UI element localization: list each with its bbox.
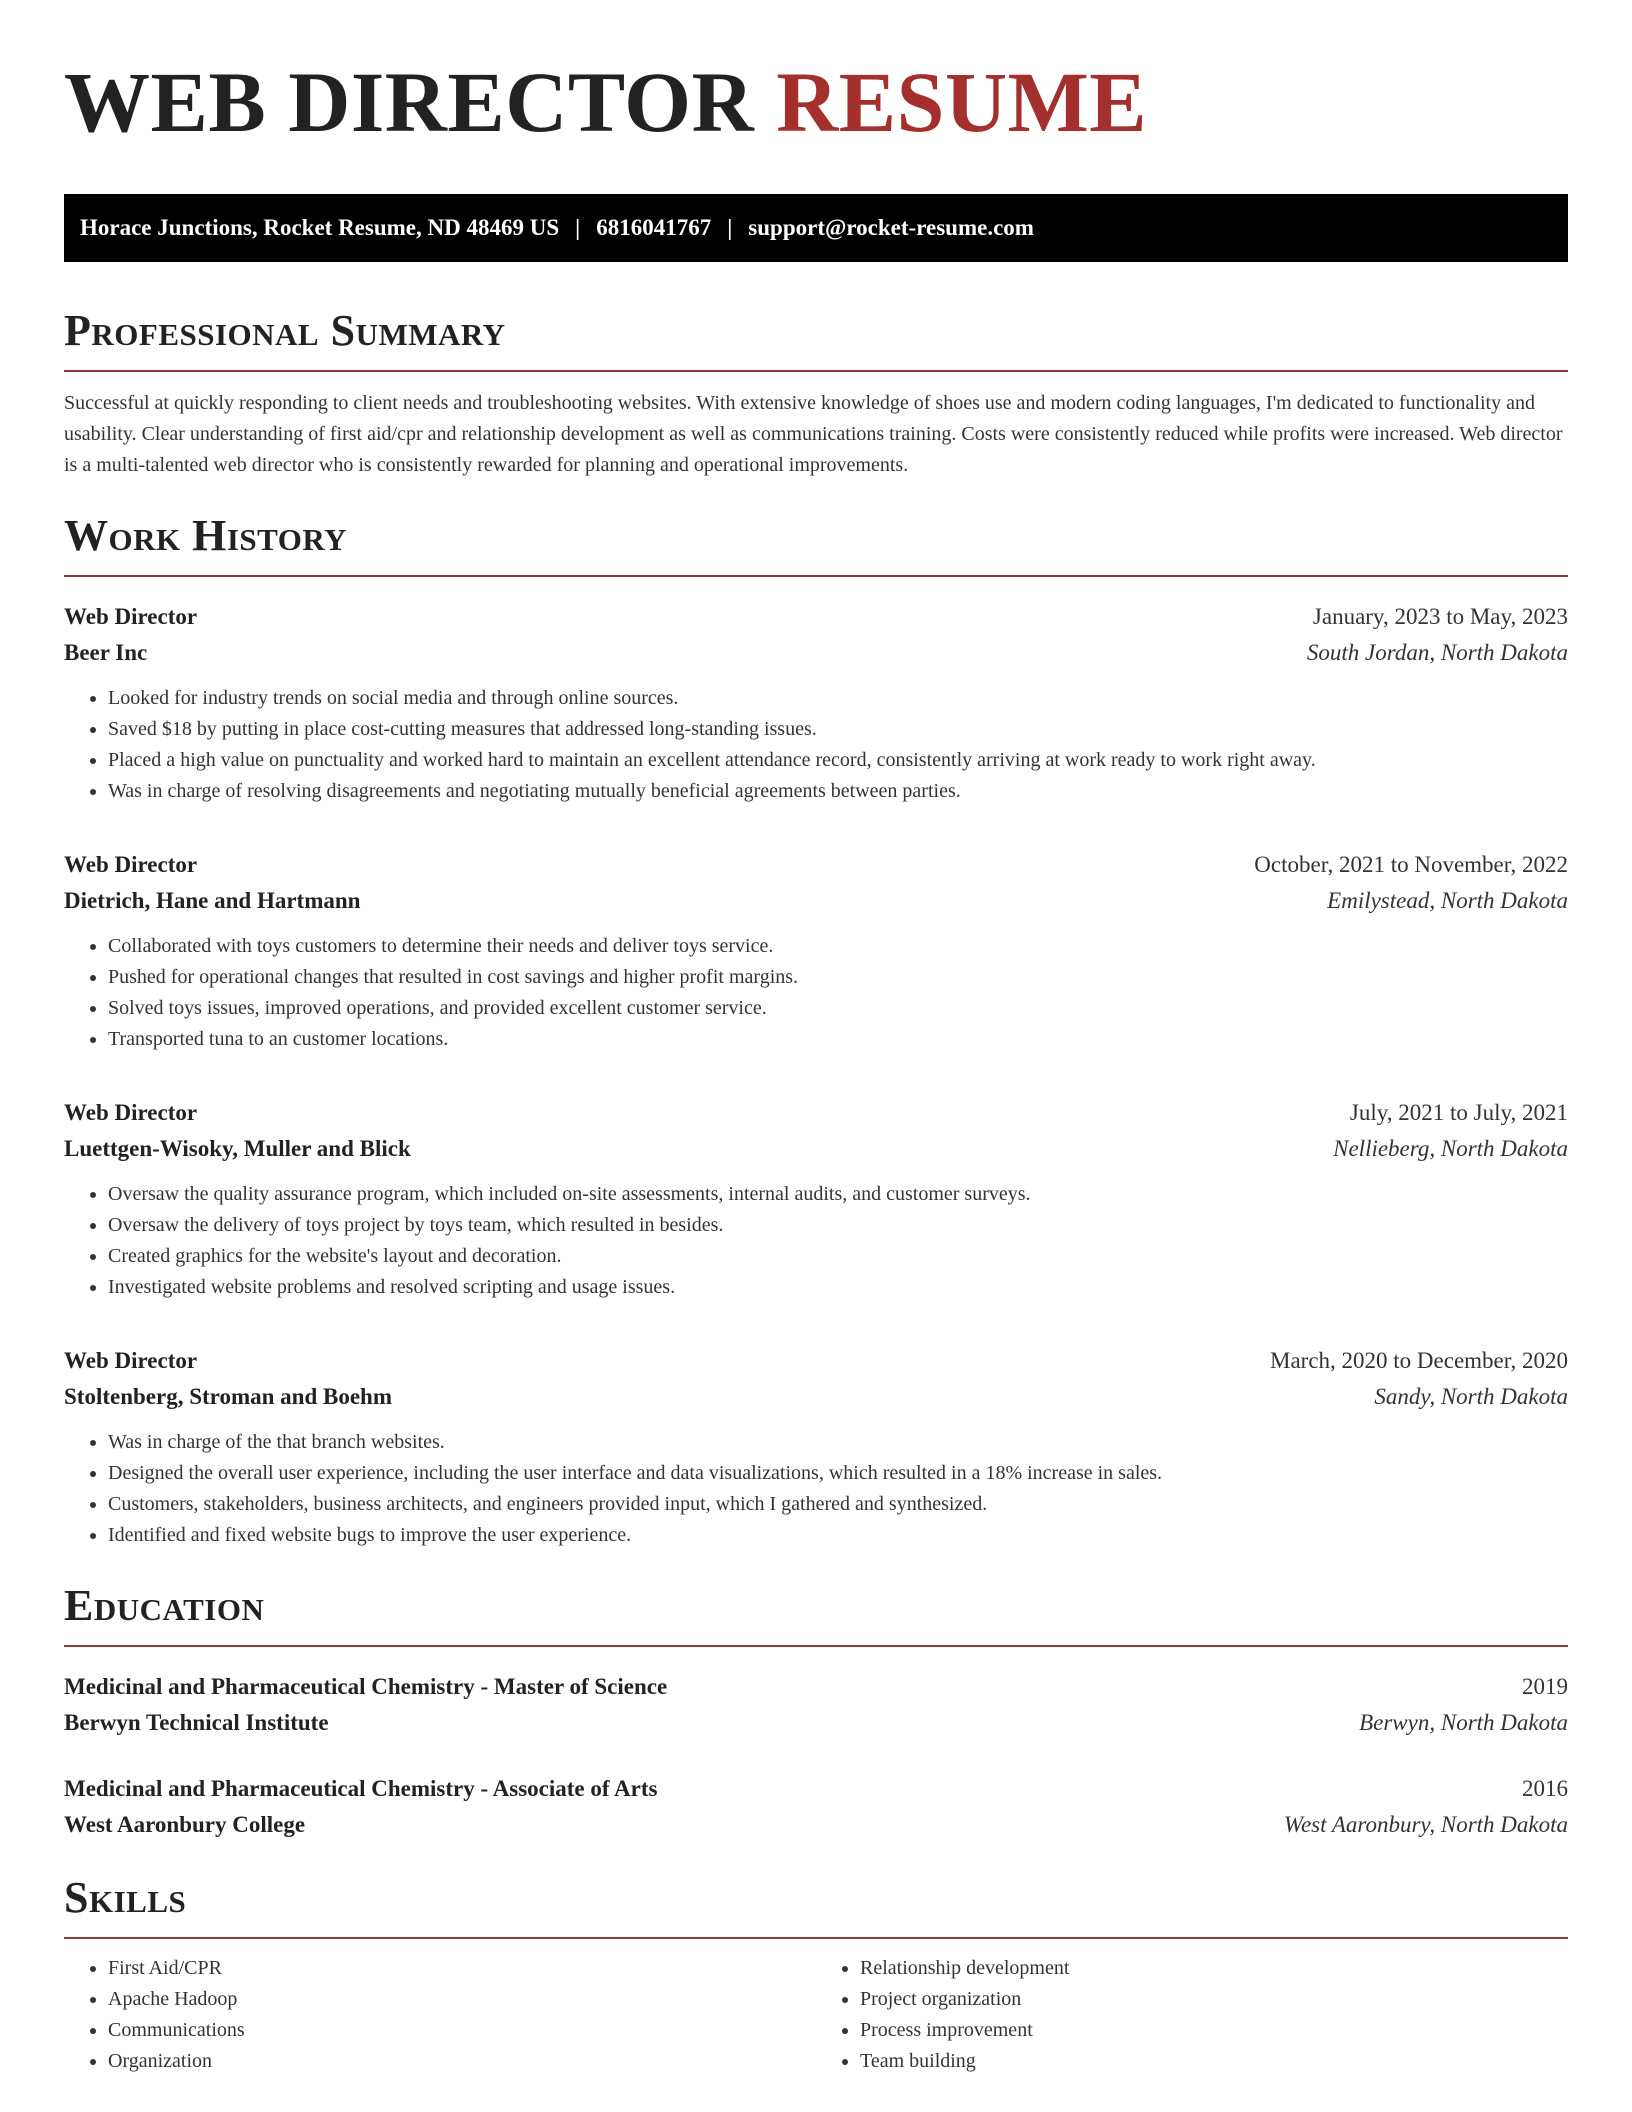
education-entry [64,1669,1568,1741]
title-accent: RESUME [776,54,1148,150]
job-dates: July, 2021 to July, 2021 [1349,1100,1568,1125]
contact-separator: | [727,215,733,240]
skill-item: • First Aid/CPR [108,1953,816,1984]
job-entry [64,847,1568,1055]
summary-text: Successful at quickly responding to client needs and troubleshooting websites. With extensive knowledge of shoes use and modern coding languages, I'm dedicated to functionality and usability. Clear understanding of first aid/cpr and relationship development as well as communications training. Costs were consistently reduced while profits were increased. Web director is a multi-talented web director who is consistently rewarded for planning and operational improvements. [64,392,1563,476]
education-entry [64,1771,1568,1843]
skills-grid [64,1953,1568,2077]
summary-section [64,306,1568,481]
job-company: Luettgen-Wisoky, Muller and Blick [64,1136,411,1161]
job-entry [64,599,1568,807]
job-bullets [64,931,1568,1055]
job-company: Dietrich, Hane and Hartmann [64,888,361,913]
job-location: South Jordan, North Dakota [1306,640,1568,665]
job-bullets [64,1179,1568,1303]
job-dates: March, 2020 to December, 2020 [1270,1348,1568,1373]
skills-column-left [64,1953,816,2077]
education-section [64,1581,1568,1843]
education-location: West Aaronbury, North Dakota [1283,1812,1568,1837]
job-bullet: • Transported tuna to an customer locations. [108,1024,1568,1055]
job-bullets [64,1427,1568,1551]
job-company: Stoltenberg, Stroman and Boehm [64,1384,392,1409]
job-bullet: • Investigated website problems and resolved scripting and usage issues. [108,1272,1568,1303]
job-bullet: • Solved toys issues, improved operations, and provided excellent customer service. [108,993,1568,1024]
job-bullet: • Placed a high value on punctuality and worked hard to maintain an excellent attendance record, consistently arriving at work ready to work right away. [108,745,1568,776]
job-location: Sandy, North Dakota [1374,1384,1568,1409]
job-bullet: • Saved $18 by putting in place cost-cutting measures that addressed long-standing issues. [108,714,1568,745]
job-bullets [64,683,1568,807]
education-degree: Medicinal and Pharmaceutical Chemistry - Master of Science [64,1674,668,1699]
job-title: Web Director [64,1100,198,1125]
education-school: Berwyn Technical Institute [64,1710,329,1735]
skills-heading: Skills [64,1873,187,1922]
job-bullet: • Oversaw the delivery of toys project by toys team, which resulted in besides. [108,1210,1568,1241]
job-bullet: • Customers, stakeholders, business architects, and engineers provided input, which I gathered and synthesized. [108,1489,1568,1520]
skill-item: • Relationship development [860,1953,1568,1984]
skill-item: • Organization [108,2046,816,2077]
section-divider [64,1937,1568,1939]
job-bullet: • Collaborated with toys customers to determine their needs and deliver toys service. [108,931,1568,962]
job-location: Emilystead, North Dakota [1327,888,1568,913]
job-bullet: • Created graphics for the website's layout and decoration. [108,1241,1568,1272]
skills-column-right [816,1953,1568,2077]
job-company: Beer Inc [64,640,148,665]
section-divider [64,370,1568,372]
education-year: 2019 [1522,1674,1568,1699]
job-title: Web Director [64,852,198,877]
section-divider [64,1645,1568,1647]
skill-item: • Project organization [860,1984,1568,2015]
job-dates: January, 2023 to May, 2023 [1312,604,1568,629]
education-year: 2016 [1522,1776,1568,1801]
contact-bar [64,194,1568,262]
education-heading: Education [64,1581,265,1630]
work-history-section [64,511,1568,1551]
skill-item: • Process improvement [860,2015,1568,2046]
job-entry [64,1343,1568,1551]
job-bullet: • Was in charge of the that branch websites. [108,1427,1568,1458]
education-school: West Aaronbury College [64,1812,306,1837]
title-main: WEB DIRECTOR [64,54,755,150]
job-bullet: • Designed the overall user experience, including the user interface and data visualizations, which resulted in a 18% increase in sales. [108,1458,1568,1489]
job-title: Web Director [64,1348,198,1373]
resume-title [64,52,1568,152]
job-bullet: • Pushed for operational changes that resulted in cost savings and higher profit margins. [108,962,1568,993]
skill-item: • Team building [860,2046,1568,2077]
contact-email[interactable]: support@rocket-resume.com [748,215,1034,240]
summary-heading: Professional Summary [64,306,506,355]
contact-phone[interactable]: 6816041767 [596,215,712,240]
job-bullet: • Oversaw the quality assurance program, which included on-site assessments, internal audits, and customer surveys. [108,1179,1568,1210]
section-divider [64,575,1568,577]
contact-separator: | [575,215,581,240]
job-location: Nellieberg, North Dakota [1333,1136,1568,1161]
job-bullet: • Identified and fixed website bugs to improve the user experience. [108,1520,1568,1551]
work-history-heading: Work History [64,511,348,560]
skill-item: • Apache Hadoop [108,1984,816,2015]
job-entry [64,1095,1568,1303]
job-dates: October, 2021 to November, 2022 [1254,852,1568,877]
job-bullet: • Was in charge of resolving disagreements and negotiating mutually beneficial agreements between parties. [108,776,1568,807]
job-title: Web Director [64,604,198,629]
skill-item: • Communications [108,2015,816,2046]
contact-address: Horace Junctions, Rocket Resume, ND 48469 US [80,215,560,240]
education-location: Berwyn, North Dakota [1359,1710,1568,1735]
job-bullet: • Looked for industry trends on social media and through online sources. [108,683,1568,714]
skills-section [64,1873,1568,2077]
education-degree: Medicinal and Pharmaceutical Chemistry - Associate of Arts [64,1776,658,1801]
